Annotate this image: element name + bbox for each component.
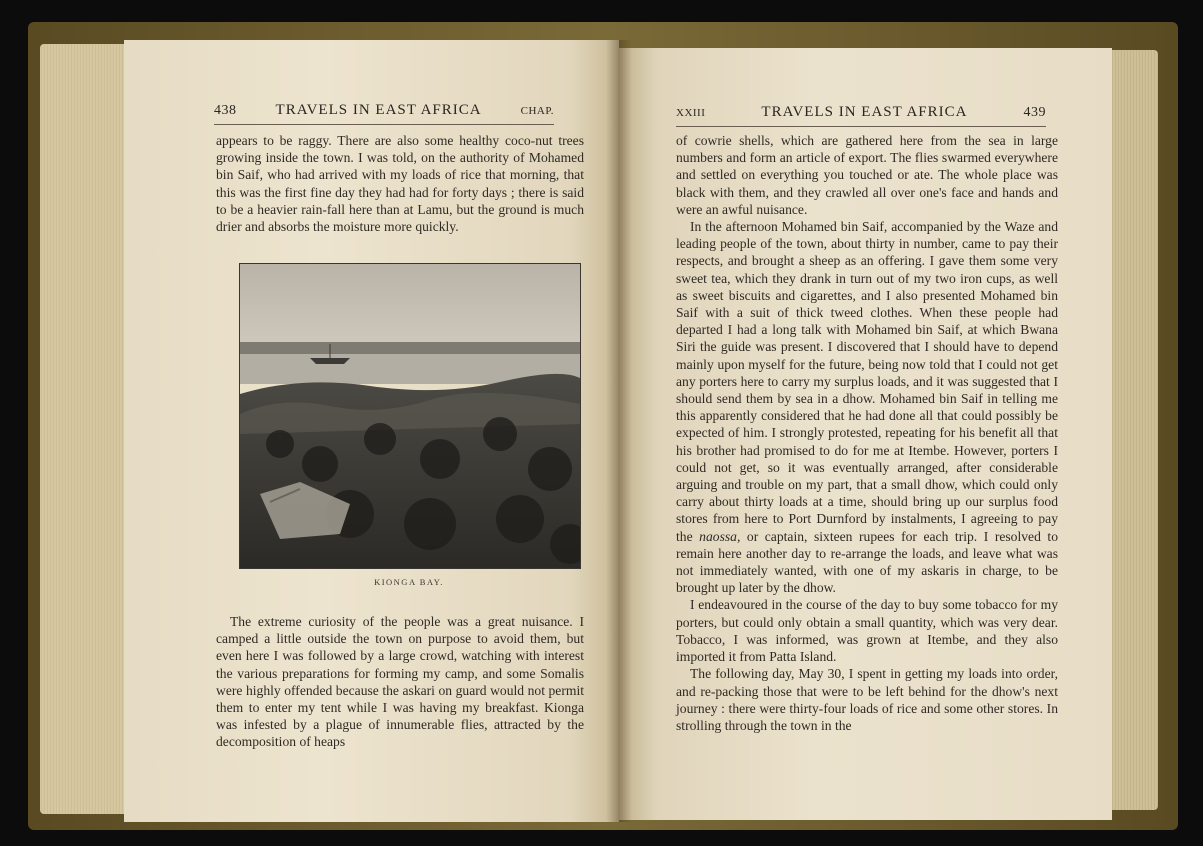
- paragraph: [676, 218, 1058, 596]
- running-title: TRAVELS IN EAST AFRICA: [275, 102, 482, 118]
- chapter-mark: CHAP.: [520, 105, 554, 117]
- paragraph-text: In the afternoon Mohamed bin Saif, accompanied by the Waze and leading people of the town, about thirty in number, came to pay their respects, and brought a sheep as an offering. I gave them some very sweet tea, which they drank in turn out of my two iron cups, as well as sweet biscuits and cigarettes, and I also presented Mohamed bin Saif with a suit of thick tweed clothes. When these people had departed I had a long talk with Mohamed bin Saif, at which Bwana Siri the guide was present. I discovered that I should have to depend mainly upon myself for the future, being now told that I could not get any porters here to carry my surplus loads, and it was suggested that I should send them by sea in a dhow. Mohamed bin Saif in telling me this apparently considered that he had done all that could possibly be expected of him. I strongly protested, repeating for his benefit all that his brother had promised to do for me at Itembe. However, porters I could not get, so it was eventually arranged, after considerable arguing and trouble on my part, that a small dhow, which could only carry about thirty loads at a time, should bring up our surplus food stores from here to Port Durnford by instalments, I agreeing to pay the: [676, 219, 1058, 544]
- left-page: [124, 40, 619, 822]
- paragraph: appears to be raggy. There are also some healthy coco-nut trees growing inside the town. I was told, on the authority of Mohamed bin Saif, who had arrived with my loads of rice that morning, that this was the first fine day they had had for forty days ; there is said to be a heavier rain-fall here than at Lamu, but the ground is much drier and absorbs the moisture more quickly.: [216, 133, 584, 235]
- photograph-image: [240, 264, 580, 568]
- page-number: 439: [1023, 105, 1046, 120]
- left-page-header: [214, 102, 554, 119]
- left-paragraph-bottom: [216, 613, 584, 751]
- page-edges-left: [40, 44, 130, 814]
- paragraph: The extreme curiosity of the people was a great nuisance. I camped a little outside the town on purpose to avoid them, but even here I was followed by a large crowd, watching with interest the various preparations for forming my camp, and some Somalis were highly offended because the askari on guard would not permit them to enter my tent while I was having my breakfast. Kionga was infested by a plague of innumerable flies, attracted by the decomposition of heaps: [216, 614, 584, 750]
- paragraph: The following day, May 30, I spent in getting my loads into order, and re-packing those that were to be left behind for the dhow's next journey : there were thirty-four loads of rice and some other stores. In strolling through the town in the: [676, 666, 1058, 733]
- italic-term: naossa: [699, 528, 737, 544]
- figure-caption: KIONGA BAY.: [374, 577, 444, 587]
- right-page: [618, 48, 1112, 820]
- paragraph: I endeavoured in the course of the day to buy some tobacco for my porters, but could only obtain a small quantity, which was very dear. Tobacco, I was informed, was grown at Itembe, and they also imported it from Patta Island.: [676, 597, 1058, 665]
- header-rule: [214, 124, 554, 125]
- chapter-mark: XXIII: [676, 107, 706, 119]
- kionga-bay-photograph: [239, 263, 581, 569]
- header-rule: [676, 126, 1046, 127]
- page-number: 438: [214, 103, 237, 118]
- running-title: TRAVELS IN EAST AFRICA: [761, 104, 968, 120]
- paragraph: of cowrie shells, which are gathered here from the sea in large numbers and form an article of export. The flies swarmed everywhere and settled on everything you touched or ate. The whole place was black with them, and they crawled all over one's face and hands and were an awful nuisance.: [676, 133, 1058, 217]
- right-text-column: [676, 132, 1058, 734]
- book-gutter: [606, 40, 632, 822]
- left-paragraph-top: [216, 132, 584, 235]
- right-page-header: [676, 104, 1046, 121]
- paragraph-text: , or captain, sixteen rupees for each trip. I resolved to remain here another day to re-arrange the loads, and leave what was not immediately wanted, with one of my askaris in charge, to be brought up later by the dhow.: [676, 528, 1058, 596]
- page-edges-right: [1108, 50, 1158, 810]
